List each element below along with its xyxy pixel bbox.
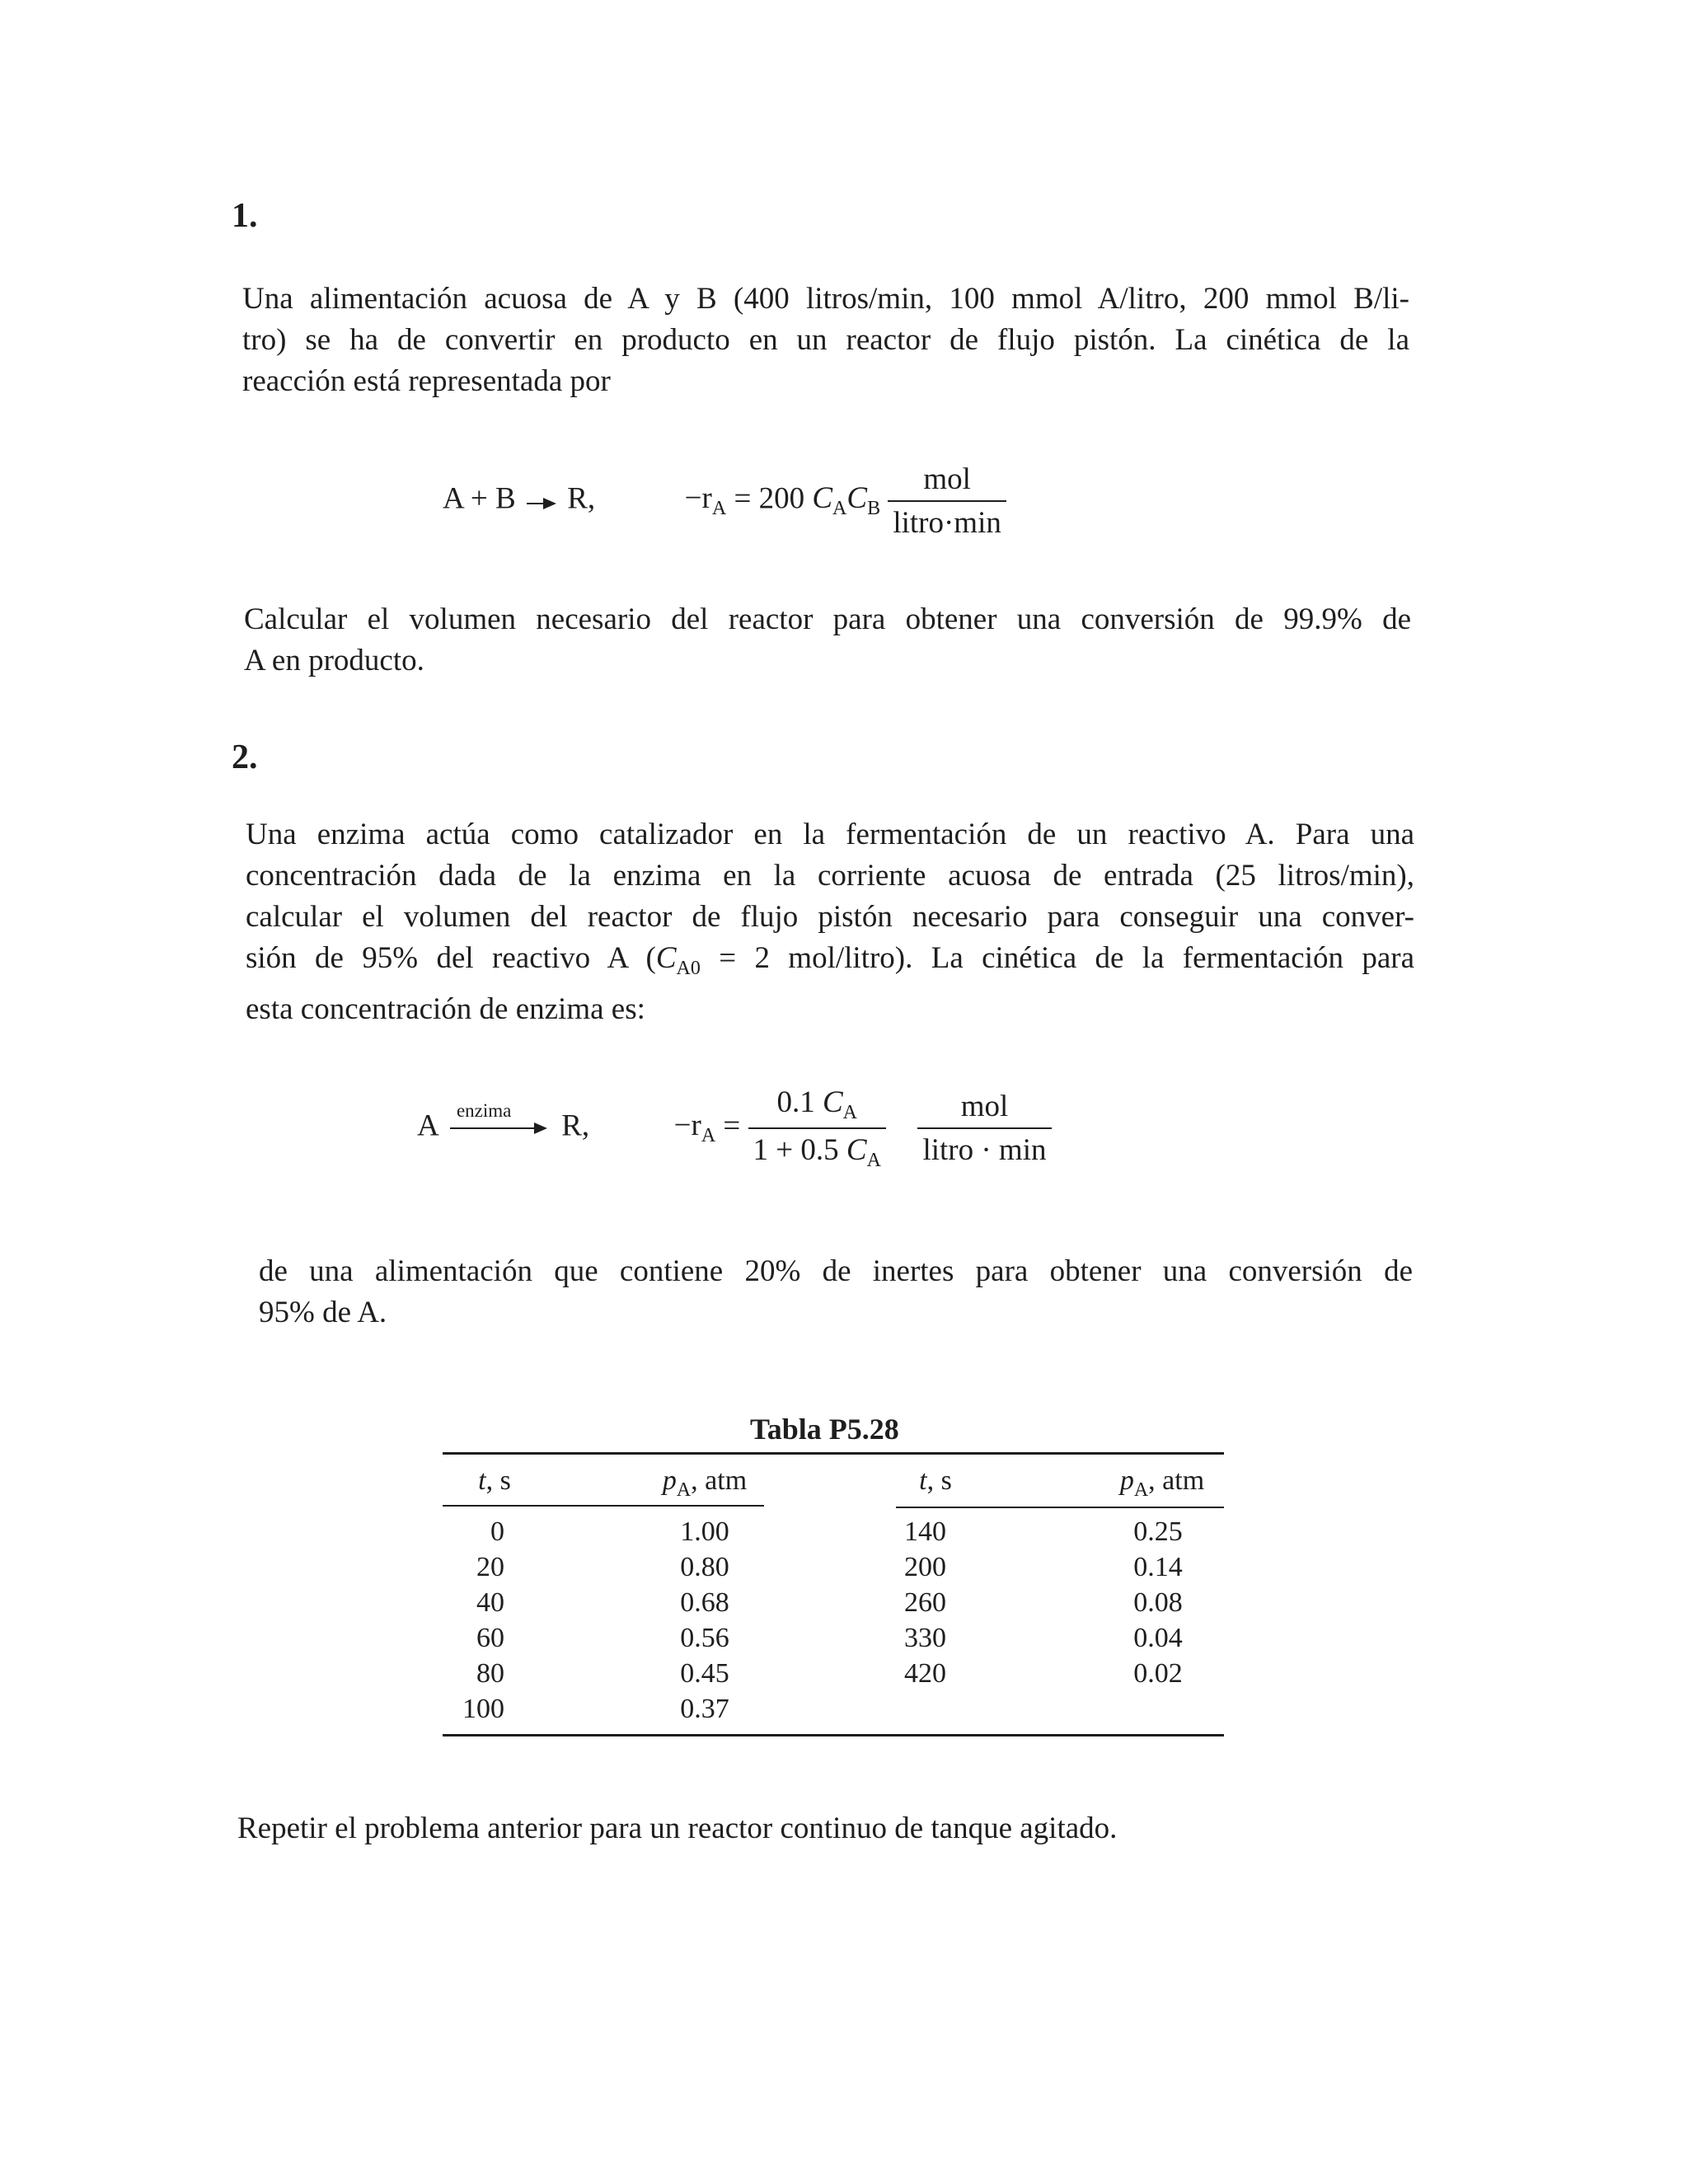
cell-t-left: 80 bbox=[476, 1658, 504, 1689]
rate-lhs: $-r_A$ bbox=[684, 481, 727, 520]
reactant: A bbox=[417, 1108, 438, 1143]
cell-p-left: 0.80 bbox=[680, 1552, 729, 1582]
problem-2-line-2: concentración dada de la enzima en la corriente acuosa de entrada (25 litros/min), bbox=[246, 859, 1414, 893]
table-bottom-rule bbox=[443, 1734, 1224, 1736]
enzyme-arrow bbox=[450, 1100, 549, 1145]
reaction-lhs: A + B bbox=[443, 481, 516, 516]
header-t-left: t, s bbox=[478, 1465, 511, 1496]
cell-p-left: 1.00 bbox=[680, 1516, 729, 1547]
cell-t-right: 330 bbox=[904, 1623, 946, 1653]
header-rule-left bbox=[443, 1505, 764, 1507]
arrow-icon bbox=[527, 484, 556, 519]
rate-unit-fraction: $\frac{\text{mol}}{\text{litro·min}}$ bbox=[888, 462, 1006, 541]
problem-2-line-4: sión de 95% del reactivo A ($C_{A0} = 2$ mol/litro). La cinética de la fermentación para bbox=[246, 941, 1414, 979]
problem-3-text: Repetir el problema anterior para un reactor continuo de tanque agitado. bbox=[237, 1811, 1118, 1845]
problem-2-tail bbox=[259, 1251, 1413, 1333]
cell-p-left: 0.45 bbox=[680, 1658, 729, 1689]
problem-1-line-2: tro) se ha de convertir en producto en un reactor de flujo pistón. La cinética de la bbox=[242, 323, 1409, 357]
cell-p-right: 0.14 bbox=[1133, 1552, 1183, 1582]
header-t-right: t, s bbox=[919, 1465, 952, 1496]
cell-p-right: 0.25 bbox=[1133, 1516, 1183, 1547]
problem-1-question-line-2: A en producto. bbox=[244, 644, 424, 677]
problem-1-question bbox=[244, 599, 1411, 682]
rate-lhs: $-r_A$ bbox=[673, 1108, 716, 1147]
cell-t-left: 0 bbox=[490, 1516, 504, 1547]
cell-p-left: 0.68 bbox=[680, 1587, 729, 1618]
problem-1-statement bbox=[242, 279, 1409, 402]
cell-p-right: 0.04 bbox=[1133, 1623, 1183, 1653]
table-top-rule bbox=[443, 1452, 1224, 1455]
equals-sign: = bbox=[723, 1108, 741, 1143]
problem-1-question-line-1: Calcular el volumen necesario del reactor para obtener una conversión de 99.9% de bbox=[244, 602, 1411, 636]
problem-2-statement bbox=[246, 814, 1414, 1030]
cell-p-left: 0.56 bbox=[680, 1623, 729, 1653]
rate-expression-fraction: $\frac{0.1 C_A}{1 + 0.5 C_A}$ bbox=[748, 1085, 886, 1172]
cell-p-right: 0.08 bbox=[1133, 1587, 1183, 1618]
cell-t-left: 100 bbox=[462, 1694, 504, 1724]
problem-2-line-1: Una enzima actúa como catalizador en la fermentación de un reactivo A. Para una bbox=[246, 818, 1414, 851]
problem-1-equation bbox=[443, 462, 1006, 541]
header-p-left: $p_A$, atm bbox=[662, 1465, 748, 1501]
header-rule-right bbox=[896, 1507, 1224, 1508]
cell-t-left: 20 bbox=[476, 1552, 504, 1582]
cell-t-right: 420 bbox=[904, 1658, 946, 1689]
cell-p-right: 0.02 bbox=[1133, 1658, 1183, 1689]
problem-2-tail-line-2: 95% de A. bbox=[259, 1296, 387, 1329]
cell-t-right: 200 bbox=[904, 1552, 946, 1582]
problem-2-line-3: calcular el volumen del reactor de flujo pistón necesario para conseguir una conver- bbox=[246, 900, 1414, 934]
cell-t-left: 60 bbox=[476, 1623, 504, 1653]
cell-t-left: 40 bbox=[476, 1587, 504, 1618]
cell-p-left: 0.37 bbox=[680, 1694, 729, 1724]
rate-unit-fraction: $\frac{\text{mol}}{\text{litro · min}}$ bbox=[917, 1089, 1051, 1168]
problem-1-line-3: reacción está representada por bbox=[242, 364, 611, 398]
problem-2-equation bbox=[417, 1085, 1052, 1172]
catalyst-label: enzima bbox=[456, 1100, 512, 1121]
rate-mid: = 200 bbox=[734, 481, 813, 516]
problem-1-number: 1. bbox=[232, 197, 258, 235]
header-p-right: $p_A$, atm bbox=[1119, 1465, 1205, 1501]
problem-2-number: 2. bbox=[232, 738, 258, 776]
cell-t-right: 260 bbox=[904, 1587, 946, 1618]
problem-2-tail-line-1: de una alimentación que contiene 20% de inertes para obtener una conversión de bbox=[259, 1254, 1413, 1288]
cell-t-right: 140 bbox=[904, 1516, 946, 1547]
arrow-icon bbox=[450, 1127, 536, 1129]
reaction-product: R, bbox=[567, 481, 596, 516]
rate-concentrations: $C_AC_B$ bbox=[812, 481, 881, 520]
problem-1-line-1: Una alimentación acuosa de A y B (400 litros/min, 100 mmol A/litro, 200 mmol B/li- bbox=[242, 282, 1409, 316]
table-title: Tabla P5.28 bbox=[750, 1413, 899, 1446]
product: R, bbox=[561, 1108, 590, 1143]
problem-2-line-5: esta concentración de enzima es: bbox=[246, 992, 645, 1026]
